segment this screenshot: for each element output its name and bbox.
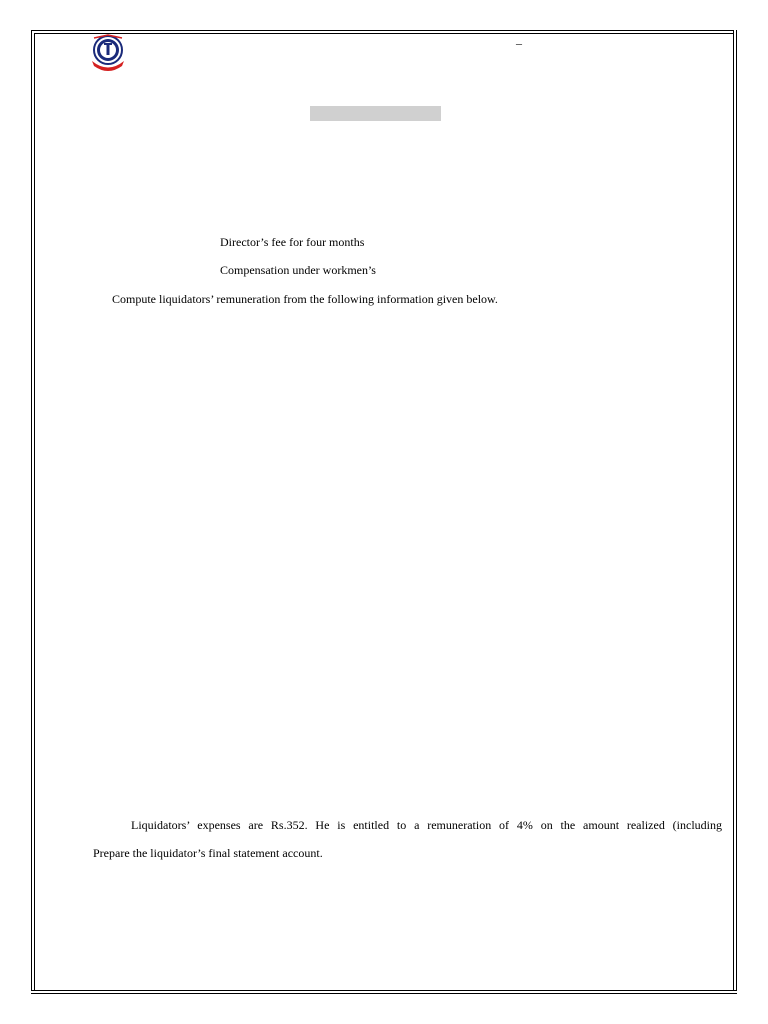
- liquidator-expenses-text: Liquidators’ expenses are Rs.352. He is entitled to a remuneration of 4% on the amount realized (including: [131, 818, 722, 832]
- page-border-right: [733, 30, 737, 994]
- page-border-bottom: [31, 990, 737, 994]
- compute-instruction: Compute liquidators’ remuneration from the following information given below.: [112, 292, 498, 306]
- compensation-text: Compensation under workmen’s: [220, 263, 376, 277]
- header-dash: –: [516, 36, 522, 50]
- prepare-instruction: Prepare the liquidator’s final statement account.: [93, 846, 323, 860]
- redaction-bar: [310, 106, 441, 121]
- director-fee-text: Director’s fee for four months: [220, 235, 365, 249]
- institute-emblem-icon: [88, 34, 128, 74]
